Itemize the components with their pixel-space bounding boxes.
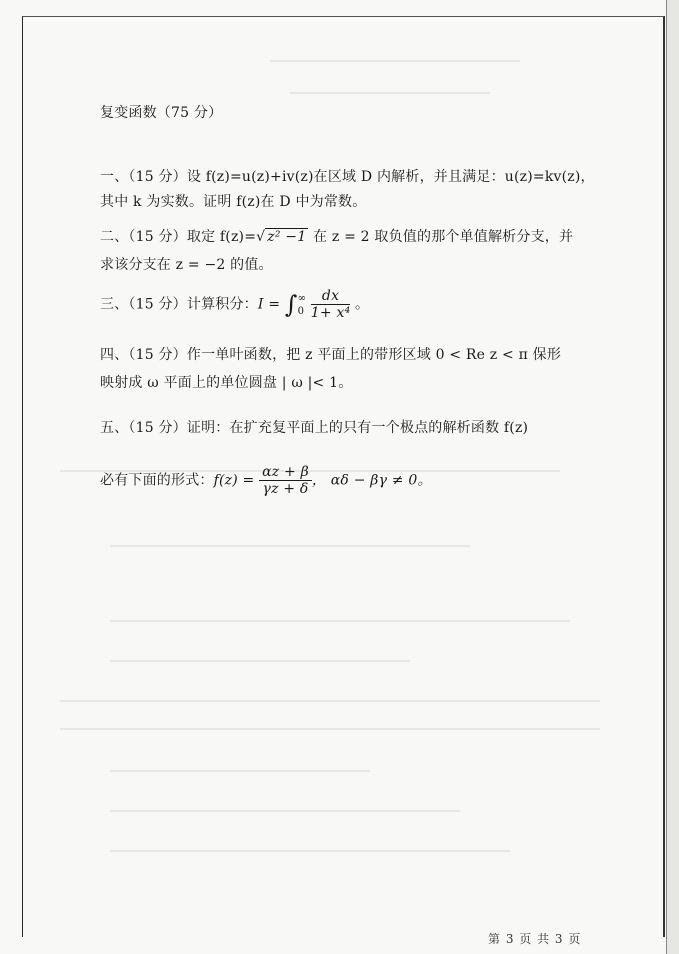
question-2-mid: 在 z = 2 取负值的那个单值解析分支，并 — [308, 229, 574, 245]
integral-numerator: dx — [311, 288, 351, 305]
bleed-through-mark — [290, 92, 490, 94]
bleed-through-mark — [110, 810, 460, 812]
question-1-line-2: 其中 k 为实数。证明 f(z)在 D 中为常数。 — [100, 194, 367, 210]
mobius-numerator: αz + β — [259, 464, 312, 481]
integral-lhs: I = — [257, 296, 281, 313]
scan-edge — [666, 0, 679, 954]
question-4-line-2: 映射成 ω 平面上的单位圆盘 | ω |< 1。 — [100, 375, 353, 391]
integral-upper-limit: ∞ — [297, 292, 307, 304]
integral-limits — [298, 292, 307, 318]
sqrt-content: z² −1 — [267, 229, 307, 245]
question-5-line-1: 五、（15 分）证明：在扩充复平面上的只有一个极点的解析函数 f(z) — [100, 420, 529, 436]
bleed-through-mark — [110, 545, 470, 547]
mobius-denominator: γz + δ — [262, 481, 309, 497]
integral-lower-limit: 0 — [297, 305, 305, 317]
bleed-through-mark — [110, 660, 410, 662]
bleed-through-mark — [110, 850, 510, 852]
sqrt-sign: √ — [256, 229, 266, 245]
mobius-fraction — [259, 464, 312, 497]
question-2-line-1 — [100, 226, 573, 246]
bleed-through-mark — [60, 728, 600, 730]
integral-denominator: 1+ x⁴ — [310, 305, 351, 321]
question-3 — [100, 288, 369, 321]
question-5-suffix: ， αδ − βγ ≠ 0。 — [311, 472, 432, 489]
question-1-line-1: 一、（15 分）设 f(z)=u(z)+iv(z)在区域 D 内解析，并且满足：u(z)=kv(z)， — [100, 169, 595, 185]
question-2-prefix: 二、（15 分）取定 f(z)= — [100, 229, 257, 245]
mobius-lhs: f(z) = — [213, 472, 255, 489]
question-3-suffix: 。 — [355, 296, 370, 313]
section-title: 复变函数（75 分） — [100, 105, 223, 121]
integral-fraction — [311, 288, 351, 321]
question-2-line-2: 求该分支在 z = −2 的值。 — [100, 257, 273, 273]
question-5-line-2 — [100, 464, 432, 497]
question-4-line-1: 四、（15 分）作一单叶函数，把 z 平面上的带形区域 0 < Re z < π 保形 — [100, 347, 562, 363]
bleed-through-mark — [110, 770, 370, 772]
page-footer: 第 3 页 共 3 页 — [488, 932, 582, 946]
question-3-prefix: 三、（15 分）计算积分： — [100, 296, 258, 313]
bleed-through-mark — [270, 60, 520, 62]
integral-sign: ∫ — [284, 290, 298, 319]
bleed-through-mark — [110, 620, 570, 622]
bleed-through-mark — [60, 700, 600, 702]
question-5-prefix: 必有下面的形式： — [100, 472, 214, 489]
